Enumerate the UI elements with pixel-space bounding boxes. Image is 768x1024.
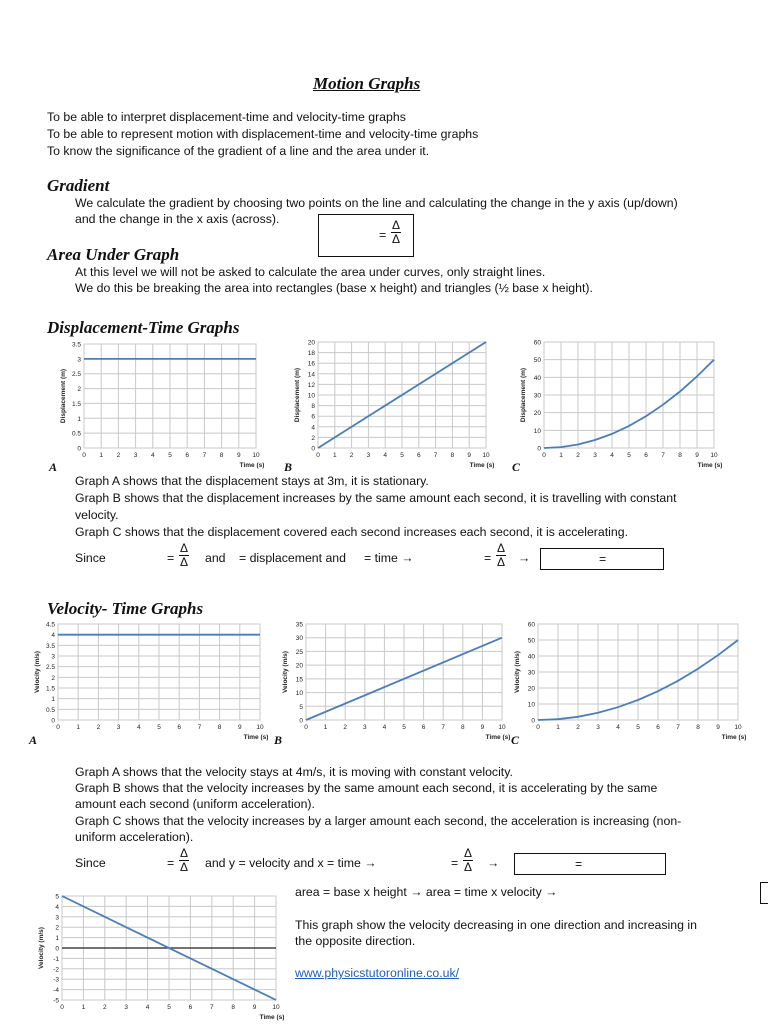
vt-desc: Graph A shows that the velocity stays at 4m/s, it is moving with constant velocity. bbox=[75, 765, 513, 779]
y-tick-label: -5 bbox=[53, 997, 59, 1005]
x-tick-label: 8 bbox=[219, 452, 224, 459]
graph-label: B bbox=[284, 460, 293, 474]
x-tick-label: 6 bbox=[177, 724, 182, 731]
x-tick-label: 0 bbox=[82, 452, 86, 459]
x-axis-label: Time (s) bbox=[469, 462, 494, 469]
x-tick-label: 0 bbox=[542, 452, 546, 459]
graph-label: C bbox=[511, 733, 520, 747]
x-tick-label: 8 bbox=[678, 452, 682, 459]
x-tick-label: 5 bbox=[167, 1004, 171, 1011]
y-tick-label: 2 bbox=[55, 924, 59, 932]
x-tick-label: 4 bbox=[136, 724, 141, 731]
x-axis-label: Time (s) bbox=[721, 734, 746, 741]
gradient-formula-box bbox=[318, 214, 414, 257]
y-tick-label: 20 bbox=[527, 685, 535, 693]
y-tick-label: 2 bbox=[77, 386, 81, 394]
x-tick-label: 4 bbox=[616, 724, 620, 731]
y-tick-label: 3.5 bbox=[45, 642, 55, 650]
y-tick-label: 0 bbox=[311, 445, 315, 453]
vt-desc: Graph B shows that the velocity increases by the same amount each second, it is accelerating by the same bbox=[75, 781, 658, 795]
x-tick-label: 4 bbox=[383, 452, 388, 459]
y-tick-label: 20 bbox=[307, 339, 315, 347]
y-tick-label: 50 bbox=[527, 637, 535, 645]
vt-desc: Graph C shows that the velocity increases by a larger amount each second, the acceleration is increasing (non- bbox=[75, 814, 682, 828]
dt-graph-b bbox=[292, 336, 494, 470]
y-tick-label: 4 bbox=[55, 903, 59, 911]
website-link[interactable]: www.physicstutoronline.co.uk/ bbox=[295, 966, 460, 980]
y-tick-label: 10 bbox=[533, 427, 541, 435]
area-text: At this level we will not be asked to calculate the area under curves, only straight lines. bbox=[75, 265, 546, 279]
y-tick-label: 3 bbox=[55, 914, 59, 922]
y-tick-label: -3 bbox=[53, 976, 59, 984]
delta-symbol: Δ bbox=[392, 232, 401, 246]
x-tick-label: 5 bbox=[627, 452, 631, 459]
gradient-text: and the change in the x axis (across). bbox=[75, 212, 280, 226]
x-tick-label: 1 bbox=[323, 724, 328, 731]
x-tick-label: 8 bbox=[217, 724, 222, 731]
x-tick-label: 10 bbox=[272, 1004, 280, 1011]
y-tick-label: 0.5 bbox=[45, 706, 55, 714]
x-tick-label: 4 bbox=[145, 1004, 150, 1011]
y-tick-label: 4 bbox=[51, 632, 55, 640]
equals-sign: = bbox=[379, 228, 387, 242]
dt-graph-a bbox=[58, 338, 264, 470]
y-tick-label: 1.5 bbox=[45, 685, 55, 693]
x-tick-label: 3 bbox=[124, 1004, 129, 1011]
x-tick-label: 0 bbox=[536, 724, 540, 731]
x-tick-label: 7 bbox=[202, 452, 207, 459]
dt-desc: Graph C shows that the displacement covered each second increases each second, it is accelerating. bbox=[75, 525, 628, 539]
y-tick-label: 6 bbox=[311, 413, 315, 421]
answer-box[interactable] bbox=[514, 853, 666, 875]
x-tick-label: 2 bbox=[343, 724, 348, 731]
x-tick-label: 0 bbox=[56, 724, 60, 731]
equals-sign: = bbox=[451, 856, 459, 870]
y-tick-label: 18 bbox=[307, 350, 315, 358]
x-axis-label: Time (s) bbox=[239, 462, 264, 469]
x-tick-label: 9 bbox=[252, 1004, 257, 1011]
since-label: Since bbox=[75, 856, 106, 870]
vt-graph-d bbox=[36, 890, 284, 1022]
x-tick-label: 1 bbox=[332, 452, 337, 459]
arrow: → bbox=[487, 856, 500, 870]
x-tick-label: 7 bbox=[441, 724, 446, 731]
x-tick-label: 10 bbox=[256, 724, 264, 731]
delta-fraction bbox=[496, 542, 506, 569]
equals-sign: = bbox=[599, 552, 607, 566]
answer-box[interactable] bbox=[760, 882, 768, 904]
x-axis-label: Time (s) bbox=[697, 462, 722, 469]
x-tick-label: 9 bbox=[716, 724, 720, 731]
dt-desc: Graph A shows that the displacement stays at 3m, it is stationary. bbox=[75, 474, 429, 488]
area-formula: area = base x height → area = time x velocity → bbox=[295, 885, 558, 899]
x-tick-label: 4 bbox=[150, 452, 155, 459]
y-axis-label: Velocity (m/s) bbox=[34, 651, 41, 693]
delta-symbol: Δ bbox=[464, 860, 473, 874]
delta-fraction bbox=[463, 847, 473, 874]
y-tick-label: 10 bbox=[295, 690, 303, 698]
x-tick-label: 7 bbox=[676, 724, 680, 731]
y-axis-label: Displacement (m) bbox=[520, 367, 527, 423]
y-tick-label: 10 bbox=[527, 701, 535, 709]
and-label: and bbox=[205, 551, 226, 565]
x-tick-label: 9 bbox=[480, 724, 485, 731]
y-tick-label: 0 bbox=[77, 445, 81, 453]
x-tick-label: 8 bbox=[696, 724, 700, 731]
delta-fraction bbox=[391, 219, 401, 246]
x-tick-label: 3 bbox=[116, 724, 121, 731]
x-tick-label: 4 bbox=[382, 724, 387, 731]
x-tick-label: 6 bbox=[416, 452, 421, 459]
y-tick-label: 50 bbox=[533, 357, 541, 365]
y-tick-label: 30 bbox=[527, 669, 535, 677]
x-tick-label: 6 bbox=[421, 724, 426, 731]
y-tick-label: 16 bbox=[307, 360, 315, 368]
y-tick-label: 1.5 bbox=[71, 400, 81, 408]
displacement-label: = displacement and bbox=[239, 551, 346, 565]
y-tick-label: 14 bbox=[307, 371, 315, 379]
x-tick-label: 3 bbox=[133, 452, 138, 459]
x-tick-label: 9 bbox=[236, 452, 241, 459]
y-tick-label: 4.5 bbox=[45, 621, 55, 629]
y-tick-label: 2.5 bbox=[45, 664, 55, 672]
objective: To be able to interpret displacement-time and velocity-time graphs bbox=[47, 110, 406, 124]
y-tick-label: 0 bbox=[55, 945, 59, 953]
y-tick-label: 8 bbox=[311, 403, 315, 411]
vt-graph-b bbox=[280, 618, 510, 742]
x-tick-label: 1 bbox=[81, 1004, 86, 1011]
equals-sign: = bbox=[167, 551, 175, 565]
delta-symbol: Δ bbox=[464, 846, 473, 860]
gradient-heading: Gradient bbox=[47, 176, 110, 195]
x-tick-label: 10 bbox=[710, 452, 718, 459]
vt-graph-c bbox=[512, 618, 746, 742]
y-axis-label: Velocity (m/s) bbox=[514, 651, 521, 693]
vt-desc: uniform acceleration). bbox=[75, 830, 194, 844]
y-tick-label: -4 bbox=[53, 987, 59, 995]
y-tick-label: 15 bbox=[295, 676, 303, 684]
y-tick-label: 20 bbox=[533, 410, 541, 418]
y-tick-label: 35 bbox=[295, 621, 303, 629]
x-tick-label: 8 bbox=[450, 452, 455, 459]
equals-sign: = bbox=[167, 856, 175, 870]
y-tick-label: 40 bbox=[533, 374, 541, 382]
y-tick-label: 2 bbox=[51, 674, 55, 682]
x-axis-label: Time (s) bbox=[243, 734, 268, 741]
y-tick-label: 30 bbox=[533, 392, 541, 400]
y-tick-label: 0 bbox=[531, 717, 535, 725]
x-tick-label: 3 bbox=[593, 452, 597, 459]
x-tick-label: 10 bbox=[734, 724, 742, 731]
since-label: Since bbox=[75, 551, 106, 565]
y-axis-label: Displacement (m) bbox=[60, 368, 67, 424]
x-tick-label: 10 bbox=[252, 452, 260, 459]
x-tick-label: 2 bbox=[116, 452, 121, 459]
x-tick-label: 2 bbox=[349, 452, 354, 459]
x-tick-label: 9 bbox=[695, 452, 699, 459]
y-tick-label: 1 bbox=[51, 696, 55, 704]
delta-symbol: Δ bbox=[497, 541, 506, 555]
x-tick-label: 3 bbox=[596, 724, 600, 731]
vt-note: the opposite direction. bbox=[295, 934, 416, 948]
y-tick-label: 30 bbox=[295, 635, 303, 643]
y-tick-label: 1 bbox=[55, 935, 59, 943]
area-heading: Area Under Graph bbox=[47, 245, 180, 264]
x-tick-label: 10 bbox=[498, 724, 506, 731]
x-tick-label: 2 bbox=[576, 724, 580, 731]
x-tick-label: 4 bbox=[610, 452, 614, 459]
y-tick-label: 20 bbox=[295, 662, 303, 670]
vt-graph-a bbox=[32, 618, 268, 742]
x-tick-label: 3 bbox=[366, 452, 371, 459]
x-tick-label: 7 bbox=[661, 452, 665, 459]
x-axis-label: Time (s) bbox=[259, 1014, 284, 1021]
y-tick-label: 25 bbox=[295, 648, 303, 656]
y-tick-label: 3 bbox=[77, 356, 81, 364]
x-tick-label: 9 bbox=[237, 724, 242, 731]
x-tick-label: 6 bbox=[656, 724, 660, 731]
dt-graph-c bbox=[518, 336, 722, 470]
y-tick-label: 10 bbox=[307, 392, 315, 400]
x-tick-label: 1 bbox=[99, 452, 104, 459]
delta-symbol: Δ bbox=[497, 555, 506, 569]
y-tick-label: 2 bbox=[311, 434, 315, 442]
y-axis-label: Velocity (m/s) bbox=[282, 651, 289, 693]
x-tick-label: 3 bbox=[362, 724, 367, 731]
y-tick-label: 0 bbox=[537, 445, 541, 453]
delta-symbol: Δ bbox=[180, 541, 189, 555]
arrow: → bbox=[518, 551, 531, 565]
x-tick-label: 5 bbox=[636, 724, 640, 731]
y-tick-label: 1 bbox=[77, 415, 81, 423]
delta-fraction bbox=[179, 847, 189, 874]
graph-label: B bbox=[274, 733, 283, 747]
vt-note: This graph show the velocity decreasing in one direction and increasing in bbox=[295, 918, 697, 932]
y-tick-label: 0 bbox=[51, 717, 55, 725]
y-tick-label: 40 bbox=[527, 653, 535, 661]
equals-sign: = bbox=[575, 857, 583, 871]
area-text: We do this be breaking the area into rectangles (base x height) and triangles (½ base x height). bbox=[75, 281, 593, 295]
x-tick-label: 6 bbox=[644, 452, 648, 459]
y-tick-label: 5 bbox=[55, 893, 59, 901]
page-title: Motion Graphs bbox=[313, 74, 421, 93]
delta-symbol: Δ bbox=[180, 555, 189, 569]
vt-heading: Velocity- Time Graphs bbox=[47, 599, 204, 618]
dt-desc: velocity. bbox=[75, 508, 119, 522]
delta-symbol: Δ bbox=[180, 860, 189, 874]
graph-label: A bbox=[49, 460, 58, 474]
x-tick-label: 5 bbox=[168, 452, 172, 459]
y-tick-label: 12 bbox=[307, 381, 315, 389]
y-tick-label: -2 bbox=[53, 966, 59, 974]
x-tick-label: 5 bbox=[402, 724, 406, 731]
x-tick-label: 10 bbox=[482, 452, 490, 459]
x-tick-label: 9 bbox=[467, 452, 472, 459]
y-tick-label: 60 bbox=[533, 339, 541, 347]
x-tick-label: 7 bbox=[209, 1004, 214, 1011]
delta-symbol: Δ bbox=[392, 218, 401, 232]
x-tick-label: 1 bbox=[559, 452, 563, 459]
y-tick-label: 5 bbox=[299, 703, 303, 711]
equals-sign: = bbox=[484, 551, 492, 565]
y-tick-label: 4 bbox=[311, 424, 315, 432]
objective: To be able to represent motion with displacement-time and velocity-time graphs bbox=[47, 127, 479, 141]
y-axis-label: Velocity (m/s) bbox=[38, 927, 45, 969]
delta-fraction bbox=[179, 542, 189, 569]
x-tick-label: 0 bbox=[304, 724, 308, 731]
y-tick-label: 0 bbox=[299, 717, 303, 725]
dt-heading: Displacement-Time Graphs bbox=[47, 318, 240, 337]
y-tick-label: 3.5 bbox=[71, 341, 81, 349]
delta-symbol: Δ bbox=[180, 846, 189, 860]
graph-label: C bbox=[512, 460, 521, 474]
graph-label: A bbox=[29, 733, 38, 747]
x-tick-label: 2 bbox=[576, 452, 580, 459]
x-tick-label: 1 bbox=[556, 724, 560, 731]
x-tick-label: 8 bbox=[231, 1004, 236, 1011]
answer-box[interactable] bbox=[540, 548, 664, 570]
y-axis-label: Displacement (m) bbox=[294, 367, 301, 423]
y-tick-label: 3 bbox=[51, 653, 55, 661]
vt-since-text: and y = velocity and x = time → bbox=[205, 856, 377, 870]
x-tick-label: 7 bbox=[197, 724, 202, 731]
x-tick-label: 6 bbox=[188, 1004, 193, 1011]
dt-desc: Graph B shows that the displacement increases by the same amount each second, it is travelling with constant bbox=[75, 491, 677, 505]
x-tick-label: 2 bbox=[102, 1004, 107, 1011]
x-tick-label: 8 bbox=[460, 724, 465, 731]
x-tick-label: 1 bbox=[76, 724, 81, 731]
vt-desc: amount each second (uniform acceleration). bbox=[75, 797, 315, 811]
gradient-text: We calculate the gradient by choosing two points on the line and calculating the change in the y axis (up/down) bbox=[75, 196, 678, 210]
x-tick-label: 6 bbox=[185, 452, 190, 459]
x-tick-label: 7 bbox=[433, 452, 438, 459]
objective: To know the significance of the gradient of a line and the area under it. bbox=[47, 144, 430, 158]
x-tick-label: 0 bbox=[316, 452, 320, 459]
y-tick-label: 2.5 bbox=[71, 371, 81, 379]
x-tick-label: 0 bbox=[60, 1004, 64, 1011]
x-tick-label: 2 bbox=[96, 724, 101, 731]
x-axis-label: Time (s) bbox=[485, 734, 510, 741]
y-tick-label: 0.5 bbox=[71, 430, 81, 438]
x-tick-label: 5 bbox=[157, 724, 161, 731]
time-label: = time → bbox=[364, 551, 414, 565]
x-tick-label: 5 bbox=[400, 452, 404, 459]
y-tick-label: 60 bbox=[527, 621, 535, 629]
y-tick-label: -1 bbox=[53, 955, 59, 963]
